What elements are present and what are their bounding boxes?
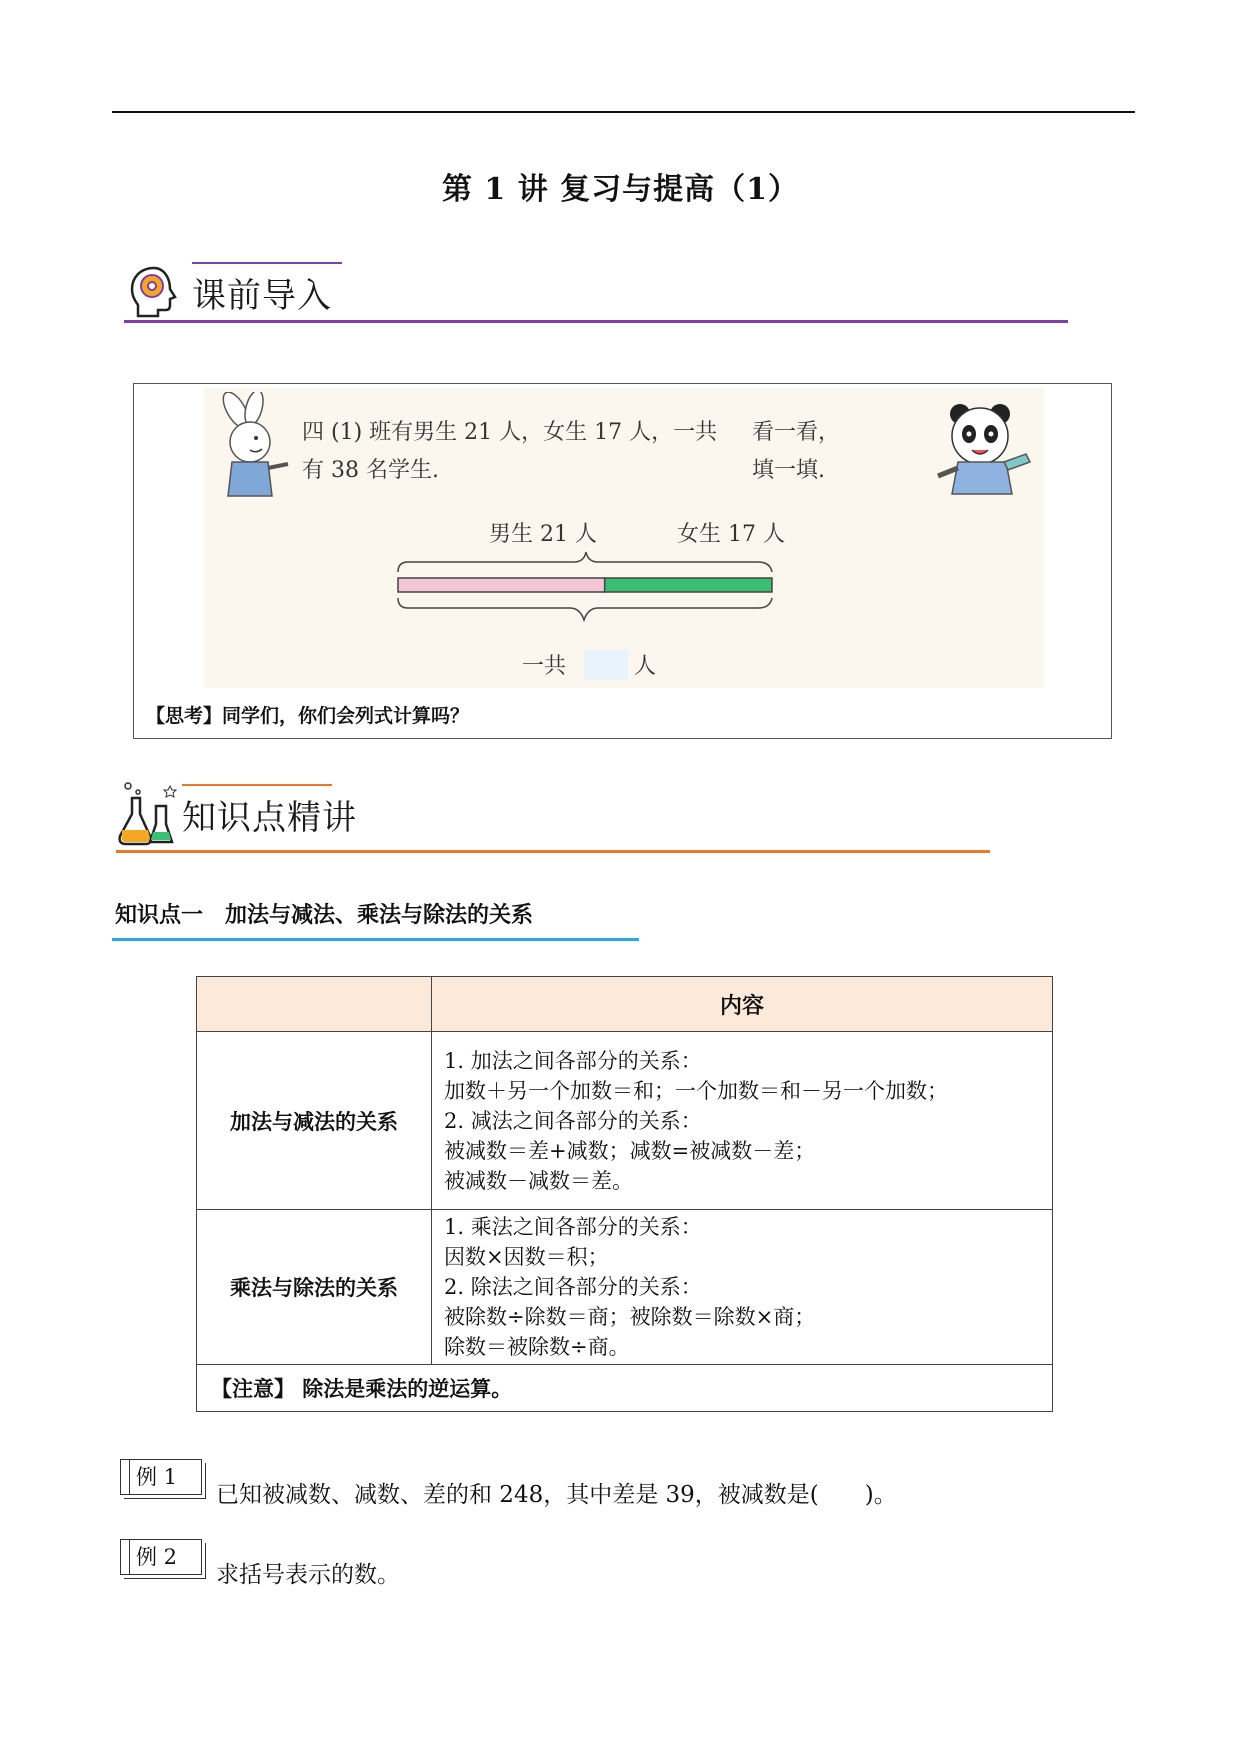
table-row [197, 1210, 1053, 1365]
table-note-row [197, 1365, 1053, 1412]
kp1-underline [112, 938, 639, 941]
rabbit-speech: 四 (1) 班有男生 21 人，女生 17 人，一共 有 38 名学生. [302, 420, 718, 483]
example-2-badge: 例 2 [120, 1539, 202, 1575]
top-brace [398, 552, 772, 572]
girls-bar [605, 578, 772, 592]
content-line: 1. 加法之间各部分的关系： [444, 1048, 702, 1073]
page-title: 第 1 讲 复习与提高（1） [441, 172, 800, 207]
content-line: 因数×因数＝积； [444, 1245, 609, 1269]
content-line: 除数＝被除数÷商。 [444, 1335, 630, 1359]
boys-bar [398, 578, 605, 592]
example-1-badge: 例 1 [120, 1459, 202, 1495]
header-rule [112, 111, 1135, 113]
table-note: 【注意】 除法是乘法的逆运算。 [197, 1365, 1053, 1412]
rabbit-icon [206, 392, 292, 502]
row-body-add-sub [432, 1032, 1053, 1210]
content-line: 被减数＝差+减数；减数=被减数－差； [444, 1138, 816, 1163]
knowledge-table [196, 976, 1053, 1412]
row-body-mul-div [432, 1210, 1053, 1365]
flask-icon [116, 780, 178, 848]
example-1-text: 已知被减数、减数、差的和 248，其中差是 39，被减数是( )。 [216, 1482, 897, 1508]
content-line: 被减数－减数＝差。 [444, 1168, 633, 1193]
total-unit: 人 [634, 654, 657, 679]
intro-box [133, 383, 1112, 739]
kp1-heading: 知识点一 加法与减法、乘法与除法的关系 [115, 903, 534, 928]
content-line: 加数＋另一个加数＝和；一个加数＝和－另一个加数； [444, 1078, 948, 1103]
bottom-brace [398, 598, 772, 620]
panda-speech: 看一看， 填一填. [752, 420, 841, 483]
content-line: 2. 除法之间各部分的关系： [444, 1275, 702, 1299]
bar-diagram [394, 548, 814, 638]
table-row [197, 1032, 1053, 1210]
intro-section-title: 课前导入 [192, 275, 332, 316]
knowledge-section-header [116, 780, 357, 848]
boys-label: 男生 21 人 [489, 522, 597, 547]
total-answer-blank [584, 650, 628, 680]
intro-illustration [204, 388, 1044, 688]
table-header-content: 内容 [432, 977, 1053, 1032]
content-line: 被除数÷除数＝商；被除数＝除数×商； [444, 1305, 816, 1329]
intro-section-header [124, 262, 332, 322]
example-2-text: 求括号表示的数。 [216, 1562, 400, 1588]
row-label-add-sub: 加法与减法的关系 [197, 1032, 432, 1210]
knowledge-section-rule [116, 850, 990, 853]
intro-section-rule [124, 320, 1068, 323]
table-header-blank [197, 977, 432, 1032]
girls-label: 女生 17 人 [677, 522, 785, 547]
think-prompt: 【思考】同学们，你们会列式计算吗？ [146, 705, 470, 727]
total-label: 一共 [522, 654, 567, 679]
panda-icon [934, 396, 1034, 496]
knowledge-section-title: 知识点精讲 [182, 797, 357, 838]
content-line: 2. 减法之间各部分的关系： [444, 1108, 702, 1133]
content-line: 1. 乘法之间各部分的关系： [444, 1215, 702, 1239]
table-header-row [197, 977, 1053, 1032]
brain-head-icon [124, 262, 184, 322]
row-label-mul-div: 乘法与除法的关系 [197, 1210, 432, 1365]
